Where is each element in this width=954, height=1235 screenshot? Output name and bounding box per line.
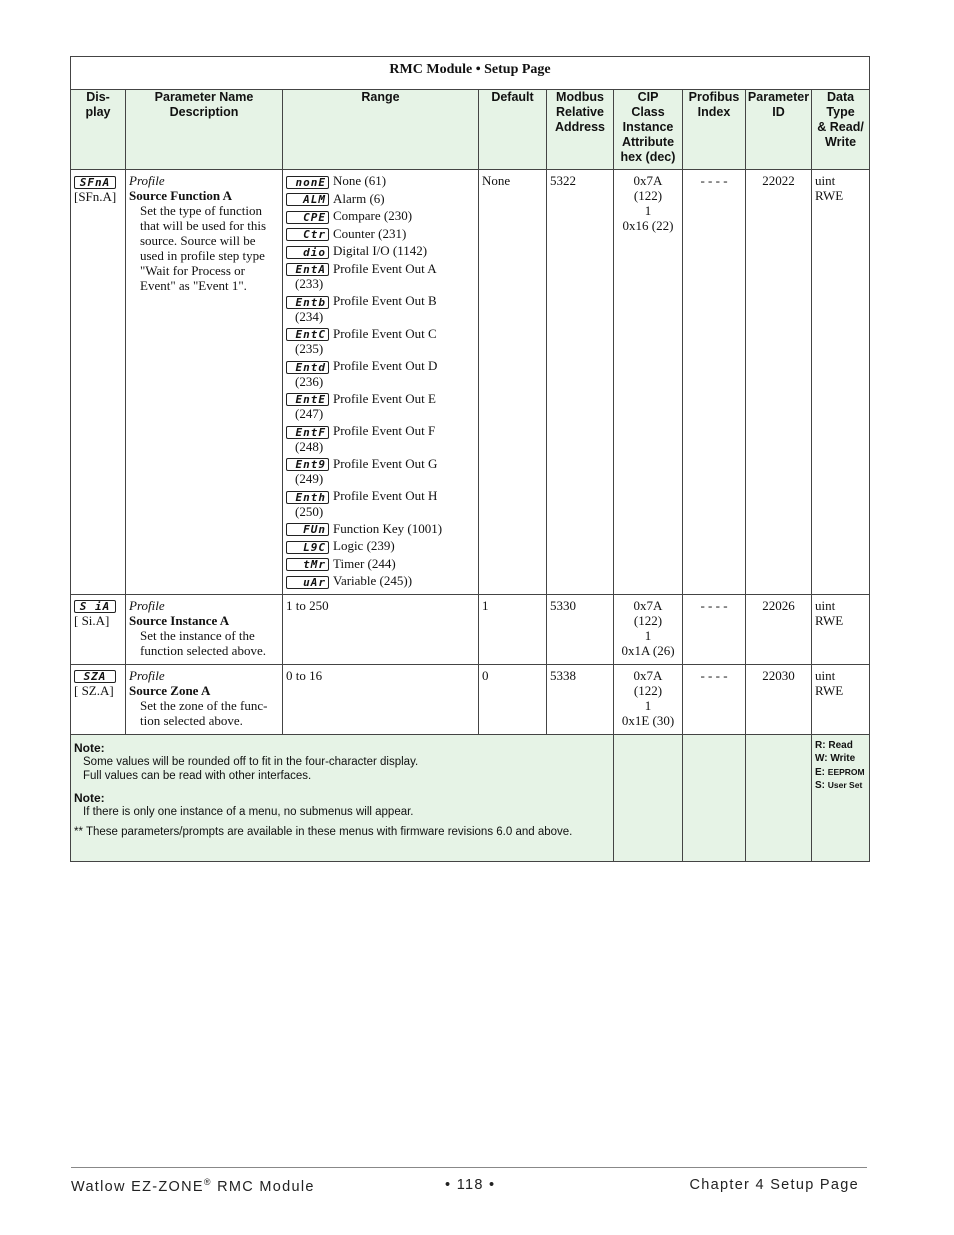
cip-instance: 1	[644, 203, 652, 218]
header-parameter-id	[746, 90, 812, 170]
range-option	[286, 261, 475, 292]
range-option-code: (235)	[295, 341, 324, 357]
header-label: Modbus Relative Address	[554, 90, 606, 134]
read-write: RWE	[815, 682, 844, 698]
parameter-description: Set the instance of the function selected above.	[140, 627, 266, 658]
range-option	[286, 573, 475, 589]
page-footer	[71, 1167, 867, 1195]
parameter-cell	[126, 170, 283, 595]
header-modbus	[547, 90, 614, 170]
lcd-option-icon: Enth	[286, 491, 329, 504]
range-option-label: Profile Event Out H	[333, 488, 438, 504]
lcd-option-icon: tMr	[286, 558, 329, 571]
legend-key: R:	[815, 739, 826, 751]
data-type-cell	[812, 664, 870, 734]
table-title: RMC Module • Setup Page	[71, 57, 870, 90]
display-code: [SFn.A]	[74, 188, 117, 204]
notes-cell	[71, 734, 614, 861]
cip-class: 0x7A	[633, 667, 663, 683]
note-text: If there is only one instance of a menu, no submenus will appear.	[83, 805, 414, 818]
modbus-address: 5330	[547, 594, 614, 664]
range-option-code: (247)	[295, 406, 324, 422]
lcd-option-icon: EntA	[286, 263, 329, 276]
cip-cell	[614, 664, 683, 734]
range-option-code: (249)	[295, 471, 324, 487]
cip-instance: 1	[644, 697, 652, 713]
footer-product	[71, 1177, 315, 1195]
table-row	[71, 594, 870, 664]
note-text: Some values will be rounded off to fit in the four-character display.	[83, 755, 419, 768]
read-write: RWE	[815, 188, 844, 203]
lcd-option-icon: ALM	[286, 193, 329, 206]
display-cell	[71, 664, 126, 734]
footer-chapter: Chapter 4 Setup Page	[689, 1177, 859, 1193]
lcd-option-icon: EntE	[286, 393, 329, 406]
parameter-description: Set the zone of the func-tion selected above.	[140, 697, 268, 728]
range-option-label: Digital I/O (1142)	[333, 243, 428, 259]
header-display	[71, 90, 126, 170]
menu-name: Profile	[129, 667, 165, 683]
default-value: 1	[479, 594, 547, 664]
parameter-id: 22026	[746, 594, 812, 664]
lcd-display-icon: SZA	[74, 670, 116, 683]
profibus-index: - - - -	[683, 594, 746, 664]
range-option-label: Variable (245))	[333, 573, 413, 589]
range-option	[286, 358, 475, 389]
footer-module: RMC Module	[211, 1178, 315, 1195]
cip-class-dec: (122)	[633, 612, 663, 628]
firmware-note: ** These parameters/prompts are available in these menus with firmware revisions 6.0 and above.	[74, 825, 573, 838]
range-text: 0 to 16	[283, 664, 479, 734]
range-option-label: Profile Event Out A	[333, 260, 437, 276]
lcd-option-icon: nonE	[286, 176, 329, 189]
menu-name: Profile	[129, 597, 165, 613]
lcd-option-icon: FUn	[286, 523, 329, 536]
range-option	[286, 293, 475, 324]
range-option	[286, 391, 475, 422]
cip-class-dec: (122)	[633, 682, 663, 698]
data-type: uint	[815, 597, 836, 613]
default-value: 0	[479, 664, 547, 734]
range-option	[286, 521, 475, 537]
parameter-table	[70, 56, 870, 862]
cip-cell	[614, 170, 683, 595]
range-option-code: (250)	[295, 503, 324, 519]
range-cell	[283, 170, 479, 595]
lcd-option-icon: uAr	[286, 576, 329, 589]
data-type: uint	[815, 173, 836, 188]
cip-instance: 1	[644, 627, 652, 643]
read-write: RWE	[815, 612, 844, 628]
lcd-option-icon: CPE	[286, 211, 329, 224]
range-option	[286, 538, 475, 554]
footer-brand: Watlow EZ-ZONE	[71, 1178, 204, 1195]
note-heading: Note:	[74, 740, 105, 755]
range-option-label: Profile Event Out F	[333, 423, 436, 439]
modbus-address: 5322	[547, 170, 614, 595]
range-option-label: Profile Event Out D	[333, 358, 438, 374]
lcd-option-icon: EntF	[286, 426, 329, 439]
header-label: Default	[491, 90, 534, 104]
parameter-cell	[126, 664, 283, 734]
range-option-code: (248)	[295, 438, 324, 454]
range-option-label: Compare (230)	[333, 208, 413, 224]
range-option	[286, 191, 475, 207]
default-value: None	[479, 170, 547, 595]
registered-mark: ®	[203, 1177, 212, 1187]
cip-class: 0x7A	[633, 597, 663, 613]
cip-attribute: 0x16 (22)	[622, 218, 674, 233]
legend-key: S:	[815, 780, 825, 792]
header-default	[479, 90, 547, 170]
rw-legend	[812, 734, 870, 861]
range-option	[286, 173, 475, 189]
range-option-label: Logic (239)	[333, 538, 395, 554]
range-option	[286, 208, 475, 224]
header-parameter-name	[126, 90, 283, 170]
header-data-type	[812, 90, 870, 170]
range-option	[286, 243, 475, 259]
range-option-label: None (61)	[333, 173, 387, 188]
range-option	[286, 423, 475, 454]
header-label: Parameter ID	[747, 90, 810, 119]
range-option	[286, 456, 475, 487]
lcd-option-icon: EntC	[286, 328, 329, 341]
range-option-label: Alarm (6)	[333, 190, 385, 206]
page-number: • 118 •	[445, 1177, 496, 1193]
display-cell	[71, 170, 126, 595]
table-row	[71, 170, 870, 595]
cip-class-dec: (122)	[633, 188, 663, 203]
range-option-label: Counter (231)	[333, 225, 407, 241]
header-label: CIP Class Instance Attribute hex (dec)	[620, 90, 676, 164]
range-option-label: Function Key (1001)	[333, 520, 443, 536]
notes-filler	[683, 734, 746, 861]
profibus-index: - - - -	[683, 170, 746, 595]
header-label: Profibus Index	[688, 90, 740, 119]
range-option	[286, 226, 475, 242]
lcd-option-icon: Entb	[286, 296, 329, 309]
header-range	[283, 90, 479, 170]
header-label: Data Type & Read/ Write	[817, 90, 864, 149]
range-option-label: Profile Event Out G	[333, 455, 438, 471]
lcd-option-icon: Entd	[286, 361, 329, 374]
note-heading: Note:	[74, 790, 105, 805]
table-header-row	[71, 90, 870, 170]
menu-name: Profile	[129, 173, 165, 188]
legend-value: Read	[828, 739, 853, 751]
data-type-cell	[812, 594, 870, 664]
range-option-code: (234)	[295, 308, 324, 324]
lcd-display-icon: SFnA	[74, 176, 116, 189]
parameter-cell	[126, 594, 283, 664]
display-code: [ Si.A]	[74, 613, 110, 629]
display-code: [ SZ.A]	[74, 683, 114, 699]
lcd-option-icon: dio	[286, 246, 329, 259]
legend-value: User Set	[827, 780, 863, 791]
cip-attribute: 0x1E (30)	[621, 712, 675, 728]
parameter-id: 22030	[746, 664, 812, 734]
parameter-id: 22022	[746, 170, 812, 595]
range-option-code: (236)	[295, 373, 324, 389]
range-text: 1 to 250	[283, 594, 479, 664]
header-label: Dis- play	[85, 90, 111, 119]
range-option	[286, 556, 475, 572]
data-type: uint	[815, 667, 836, 683]
legend-key: W:	[815, 753, 828, 765]
range-option-code: (233)	[295, 276, 324, 292]
lcd-option-icon: Ctr	[286, 228, 329, 241]
profibus-index: - - - -	[683, 664, 746, 734]
range-option-label: Profile Event Out E	[333, 390, 436, 406]
header-cip	[614, 90, 683, 170]
display-cell	[71, 594, 126, 664]
lcd-display-icon: S iA	[74, 600, 116, 613]
header-label: Parameter Name Description	[154, 90, 254, 119]
cip-attribute: 0x1A (26)	[621, 642, 675, 658]
range-option-label: Timer (244)	[333, 555, 396, 571]
range-option	[286, 488, 475, 519]
header-profibus	[683, 90, 746, 170]
notes-filler	[746, 734, 812, 861]
legend-value: Write	[830, 753, 856, 765]
range-option-label: Profile Event Out C	[333, 325, 437, 341]
setup-page-document	[70, 56, 869, 862]
notes-filler	[614, 734, 683, 861]
data-type-cell	[812, 170, 870, 595]
lcd-option-icon: L9C	[286, 541, 329, 554]
modbus-address: 5338	[547, 664, 614, 734]
table-row	[71, 664, 870, 734]
parameter-name: Source Zone A	[129, 682, 211, 698]
parameter-description: Set the type of function that will be used for this source. Source will be used in profile step type "Wait for Process or Event" as "Event 1".	[140, 203, 267, 293]
parameter-name: Source Function A	[129, 188, 233, 203]
lcd-option-icon: Ent9	[286, 458, 329, 471]
range-option	[286, 326, 475, 357]
cip-class: 0x7A	[633, 173, 663, 188]
header-label: Range	[361, 90, 400, 104]
notes-row	[71, 734, 870, 861]
legend-key: E:	[815, 766, 825, 778]
range-option-label: Profile Event Out B	[333, 293, 437, 309]
parameter-name: Source Instance A	[129, 612, 230, 628]
legend-value: EEPROM	[827, 766, 865, 777]
cip-cell	[614, 594, 683, 664]
note-text: Full values can be read with other interfaces.	[83, 769, 312, 782]
